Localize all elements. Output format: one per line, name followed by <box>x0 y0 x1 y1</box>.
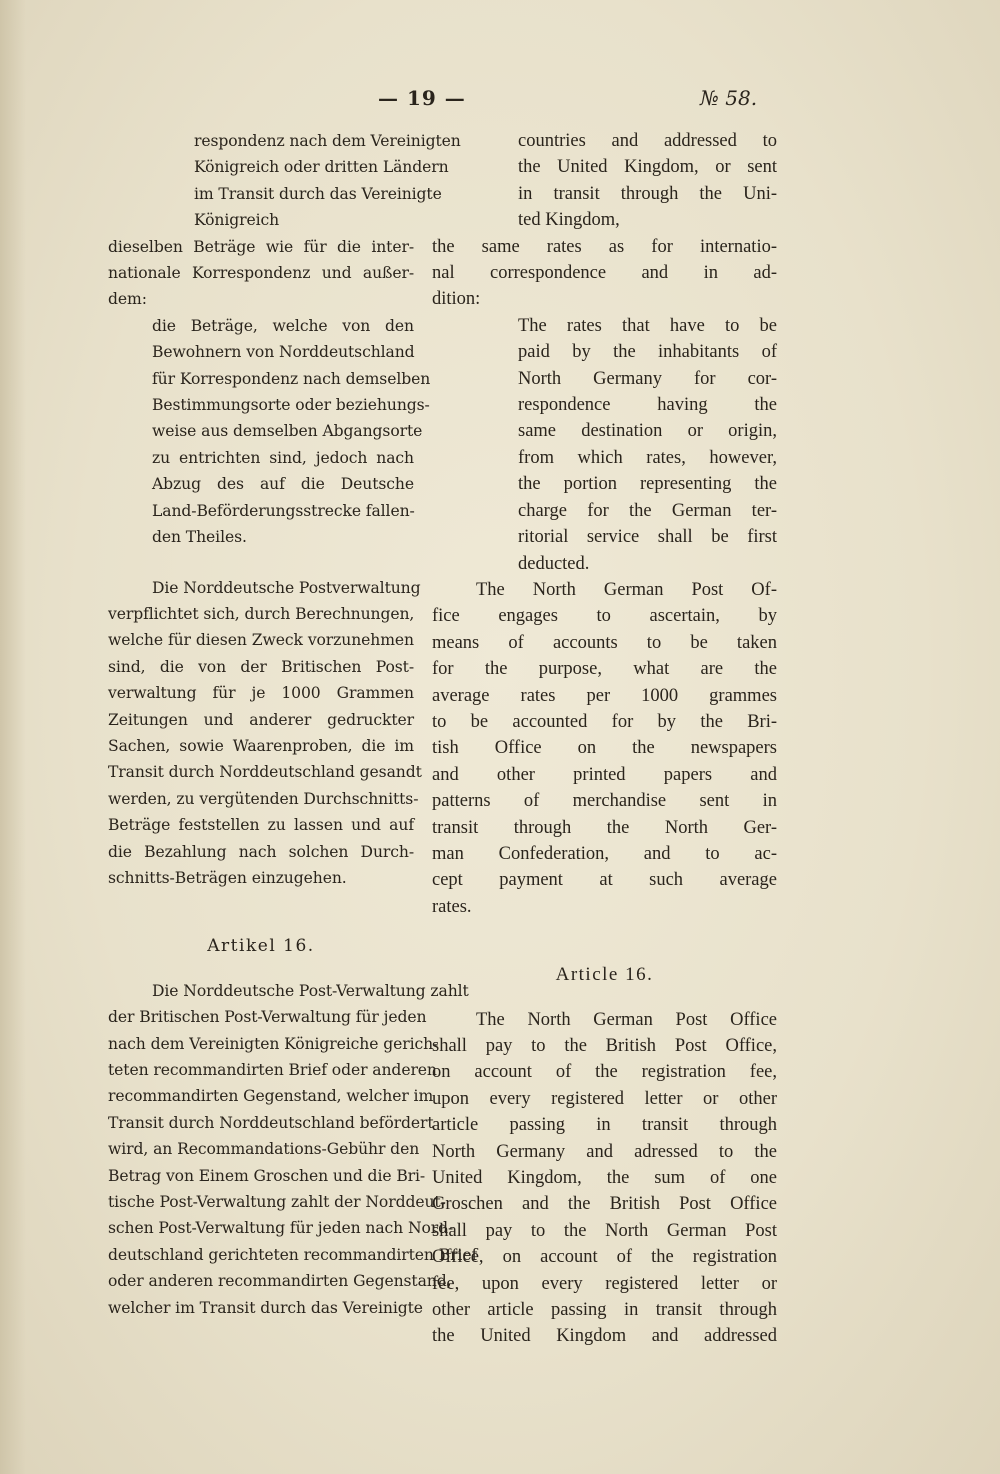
document-number: № 58. <box>700 86 758 110</box>
text-line: patterns of merchandise sent in <box>432 791 777 812</box>
text-line: rates. <box>432 896 472 917</box>
text-line: Bestimmungsorte oder beziehungs- <box>152 396 430 415</box>
text-line: nach dem Vereinigten Königreiche gerich- <box>108 1034 439 1053</box>
text-line: der Britischen Post-Verwaltung für jeden <box>108 1008 427 1027</box>
text-line: man Confederation, and to ac- <box>432 843 777 864</box>
clause-block-3 <box>432 313 777 577</box>
text-line: The rates that have to be <box>518 315 777 336</box>
text-line: Abzug des auf die Deutsche <box>152 475 414 494</box>
text-line: fee, upon every registered letter or <box>432 1273 777 1294</box>
text-line: for the purpose, what are the <box>432 659 777 680</box>
text-line: Königreich oder dritten Ländern <box>194 158 449 177</box>
text-line: from which rates, however, <box>518 447 777 468</box>
spacer <box>108 891 414 915</box>
text-line: the United Kingdom, or sent <box>518 157 777 178</box>
text-line: wird, an Recommandations-Gebühr den <box>108 1140 420 1159</box>
paragraph <box>432 577 777 920</box>
text-line: countries and addressed to <box>518 131 777 151</box>
clause-block-1 <box>108 128 461 234</box>
text-line: welcher im Transit durch das Vereinigte <box>108 1298 423 1317</box>
clause-block-3 <box>108 313 431 551</box>
text-line: dem: <box>108 290 147 309</box>
text-line: schnitts-Beträgen einzugehen. <box>108 868 347 887</box>
text-line: Bewohnern von Norddeutschland <box>152 343 415 362</box>
text-line: other article passing in transit through <box>432 1300 777 1321</box>
text-line: deducted. <box>518 553 590 574</box>
text-line: cept payment at such average <box>432 870 777 891</box>
text-line: sind, die von der Britischen Post- <box>108 657 414 676</box>
text-line: oder anderen recommandirten Gegenstand, <box>108 1272 452 1291</box>
text-line: Land-Beförderungsstrecke fallen- <box>152 501 415 520</box>
text-line: the same rates as for internatio- <box>432 236 777 257</box>
text-line: Betrag von Einem Groschen und die Bri- <box>108 1166 426 1185</box>
spacer <box>432 944 777 962</box>
text-line: Die Norddeutsche Postverwaltung <box>152 578 421 597</box>
text-line: North Germany for cor- <box>518 368 777 389</box>
text-line: welche für diesen Zweck vorzunehmen <box>108 631 414 650</box>
text-line: teten recommandirten Brief oder anderen <box>108 1061 437 1079</box>
text-line: respondenz nach dem Vereinigten <box>194 132 461 150</box>
text-line: The North German Post Of- <box>476 579 777 600</box>
text-line: means of accounts to be taken <box>432 632 777 653</box>
article-heading: Artikel 16. <box>207 936 315 957</box>
text-line: verwaltung für je 1000 Grammen <box>108 684 414 703</box>
spacer <box>108 551 414 575</box>
text-line: shall pay to the British Post Office, <box>432 1036 777 1056</box>
text-line: Transit durch Norddeutschland befördert <box>108 1113 434 1132</box>
article-text <box>432 1007 777 1350</box>
text-line: paid by the inhabitants of <box>518 342 777 363</box>
text-line: article passing in transit through <box>432 1115 777 1136</box>
paragraph <box>108 575 422 892</box>
spacer <box>432 920 777 944</box>
text-line: same destination or origin, <box>518 421 777 442</box>
text-line: für Korrespondenz nach demselben <box>152 369 431 388</box>
text-line: die Bezahlung nach solchen Durch- <box>108 842 414 861</box>
text-line: fice engages to ascertain, by <box>432 606 777 627</box>
text-line: the portion representing the <box>518 474 777 495</box>
text-line: to be accounted for by the Bri- <box>432 711 777 732</box>
text-line: verpflichtet sich, durch Berechnungen, <box>108 604 415 623</box>
page-header <box>0 86 1000 116</box>
text-line: werden, zu vergütenden Durchschnitts- <box>108 789 419 808</box>
text-line: Beträge feststellen zu lassen und auf <box>108 816 414 835</box>
text-line: Zeitungen und anderer gedruckter <box>108 710 414 729</box>
text-line: zu entrichten sind, jedoch nach <box>152 448 414 467</box>
text-line: Königreich <box>194 211 280 230</box>
text-line: dition: <box>432 289 481 310</box>
text-line: Office, on account of the registration <box>432 1247 777 1268</box>
text-line: nationale Korrespondenz und außer- <box>108 264 414 283</box>
text-line: ritorial service shall be first <box>518 527 777 548</box>
text-line: in transit through the Uni- <box>518 183 777 204</box>
spacer <box>432 989 777 1007</box>
text-line: average rates per 1000 grammes <box>432 685 777 706</box>
text-line: charge for the German ter- <box>518 500 777 521</box>
text-line: shall pay to the North German Post <box>432 1220 777 1241</box>
text-line: den Theiles. <box>152 528 247 547</box>
article-text <box>108 978 478 1321</box>
spacer <box>108 915 414 933</box>
text-line: deutschland gerichteten recommandirten Brief <box>108 1245 478 1264</box>
clause-block-1 <box>432 128 777 234</box>
text-line: and other printed papers and <box>432 764 777 785</box>
text-line: tische Post-Verwaltung zahlt der Norddeut- <box>108 1193 446 1212</box>
text-line: transit through the North Ger- <box>432 817 777 838</box>
text-line: weise aus demselben Abgangsorte <box>152 422 423 441</box>
text-line: United Kingdom, the sum of one <box>432 1168 777 1189</box>
text-line: Sachen, sowie Waarenproben, die im <box>108 736 414 755</box>
text-line: The North German Post Office <box>476 1009 777 1030</box>
text-line: North Germany and adressed to the <box>432 1141 777 1162</box>
text-line: respondence having the <box>518 395 777 416</box>
article-heading: Article 16. <box>555 964 654 986</box>
clause-block-2 <box>108 234 414 313</box>
english-column <box>432 128 777 1350</box>
text-line: dieselben Beträge wie für die inter- <box>108 237 414 256</box>
text-line: upon every registered letter or other <box>432 1088 777 1109</box>
text-line: on account of the registration fee, <box>432 1062 777 1083</box>
text-line: tish Office on the newspapers <box>432 738 777 759</box>
text-line: Transit durch Norddeutschland gesandt <box>108 763 422 782</box>
text-line: die Beträge, welche von den <box>152 316 414 335</box>
text-line: the United Kingdom and addressed <box>432 1326 777 1347</box>
text-line: recommandirten Gegenstand, welcher im <box>108 1087 434 1106</box>
text-line: Groschen and the British Post Office <box>432 1194 777 1215</box>
text-line: Die Norddeutsche Post-Verwaltung zahlt <box>152 981 469 1000</box>
text-line: schen Post-Verwaltung für jeden nach Nord- <box>108 1219 454 1238</box>
text-line: ted Kingdom, <box>518 210 620 231</box>
spacer <box>108 960 414 978</box>
text-line: im Transit durch das Vereinigte <box>194 184 442 203</box>
clause-block-2 <box>432 234 777 313</box>
page-number: — 19 — <box>378 86 466 110</box>
text-line: nal correspondence and in ad- <box>432 263 777 284</box>
